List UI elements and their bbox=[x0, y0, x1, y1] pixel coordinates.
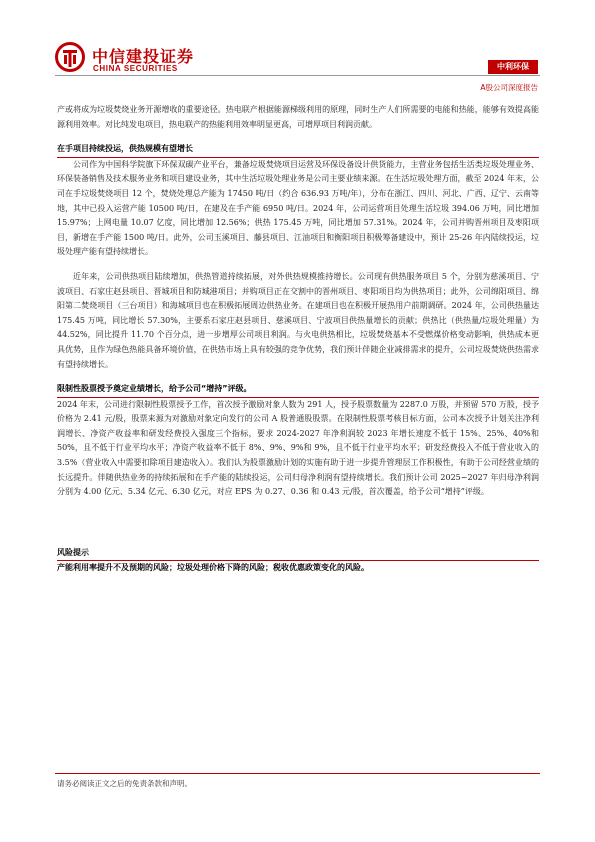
projects-paragraph-2: 近年来，公司供热项目陆续增加，供热管道持续拓展，对外供热规模推持增长。公司现有供热服务项目 5 个，分别为慈溪项目、宁波项目、石家庄赵县项目、晋城项目和防城港项目；并购项目正在交割中的晋州项目、枣阳项目均为供热项目；此外，公司绵阳项目、绵阳第二焚烧项目（三台项目）和海城项目也在积极拓展周边供热业务。在建项目也在积极开展热用户前期调研。2024 年，公司供热量达 175.45 万吨，同比增长 57.30%，主要系石家庄赵县项目、慈溪项目、宁波项目供热量增长的贡献；供热比（供热量/垃圾处理量）为 44.52%，同比提升 11.70 个百分点，进一步增厚公司项目利润。与火电供热相比，垃圾焚烧基本不受燃煤价格变动影响，供热成本更具优势，且作为绿色热能具备环境价值，在供热市场上具有较强的竞争优势，我们预计伴随企业减排需求的提升，公司垃圾焚烧供热需求有望持续增长。 bbox=[57, 271, 539, 369]
report-body bbox=[57, 103, 539, 576]
header-divider bbox=[55, 75, 540, 76]
company-tag: 中利环保 bbox=[488, 60, 538, 74]
report-type-label: A股公司深度报告 bbox=[480, 83, 538, 92]
footer-divider bbox=[55, 773, 540, 774]
risk-text: 产能利用率提升不及预期的风险；垃圾处理价格下降的风险；税收优惠政策变化的风险。 bbox=[57, 563, 369, 573]
brand-name-en: CHINA SECURITIES bbox=[93, 64, 178, 73]
incentive-paragraph: 2024 年末，公司进行限制性股票授予工作，首次授予激励对象人数为 291 人，授予股票数量为 2287.0 万股，并预留 570 万股，授予价格为 2.41 元/股，股票来源为对激励对象定向发行的公司 A 股普通股股票。在限制性股票考核目标方面，公司本次授予计划关注净利润增长、净资产收益率和研发经费投入强度三个指标，要求 2024-2027 年净利润较 2023 年增长速度不低于 15%、25%、40%和 50%，且不低于行业平均水平；净资产收益率不低于 8%、9%、9%和 9%，且不低于行业平均水平；研发经费投入不低于营业收入的 3.5%（营业收入中需要扣除项目建造收入）。我们认为股票激励计划的实施有助于进一步提升管理层工作积极性，有助于公司经营业绩的长远提升。伴随供热业务的持续拓展和在手产能的陆续投运，公司归母净利润有望持续增长。我们预计公司 2025~2027 年归母净利润分别为 4.00 亿元、5.34 亿元、6.30 亿元，对应 EPS 为 0.27、0.36 和 0.43 元/股，首次覆盖，给予公司“增持”评级。 bbox=[57, 399, 539, 497]
section-title-projects: 在手项目持续投运，供热规模有望增长 bbox=[57, 142, 539, 158]
citic-logo-icon bbox=[55, 42, 85, 72]
projects-paragraph-1: 公司作为中国科学院旗下环保双碳产业平台，兼备垃圾焚烧项目运营及环保设备设计供货能力，主营业务包括生活类垃圾处理业务、环保装备销售及技术服务业务和项目建设业务，其中生活垃圾处理业务是公司主要业绩来源。在生活垃圾处理方面，截至 2024 年末，公司在手垃圾焚烧项目 12 个，焚烧处理总产能为 17450 吨/日（约合 636.93 万吨/年），分布在浙江、四川、河北、广西、辽宁、云南等地，其中已投入运营产能 10500 吨/日，在建及在手产能 6950 吨/日。2024 年，公司运营项目处理生活垃圾 394.06 万吨，同比增加 15.97%；上网电量 10.07 亿度，同比增加 12.56%；供热 175.45 万吨，同比增加 57.31%。2024 年，公司并购晋州项目及枣阳项目，新增在手产能 1500 吨/日。此外，公司玉溪项目、藤县项目、江油项目和衡阳项目积极筹备建设中，预计 25-26 年内陆续投运，垃圾处理产能有望持续增长。 bbox=[57, 159, 539, 257]
risk-title: 风险提示 bbox=[57, 546, 539, 562]
intro-paragraph: 产或将成为垃圾焚烧业务开源增收的重要途径。热电联产根据能源梯级利用的原理，同时生产人们所需要的电能和热能，能够有效提高能源利用效率。对比纯发电项目，热电联产的热能利用效率明显更高，可增厚项目利润贡献。 bbox=[57, 105, 539, 129]
brand-name-cn: 中信建投证券 bbox=[92, 47, 195, 66]
section-title-incentive: 限制性股票授予奠定业绩增长，给予公司“增持”评级。 bbox=[57, 382, 539, 398]
footer-disclaimer: 请务必阅读正文之后的免责条款和声明。 bbox=[57, 779, 192, 788]
